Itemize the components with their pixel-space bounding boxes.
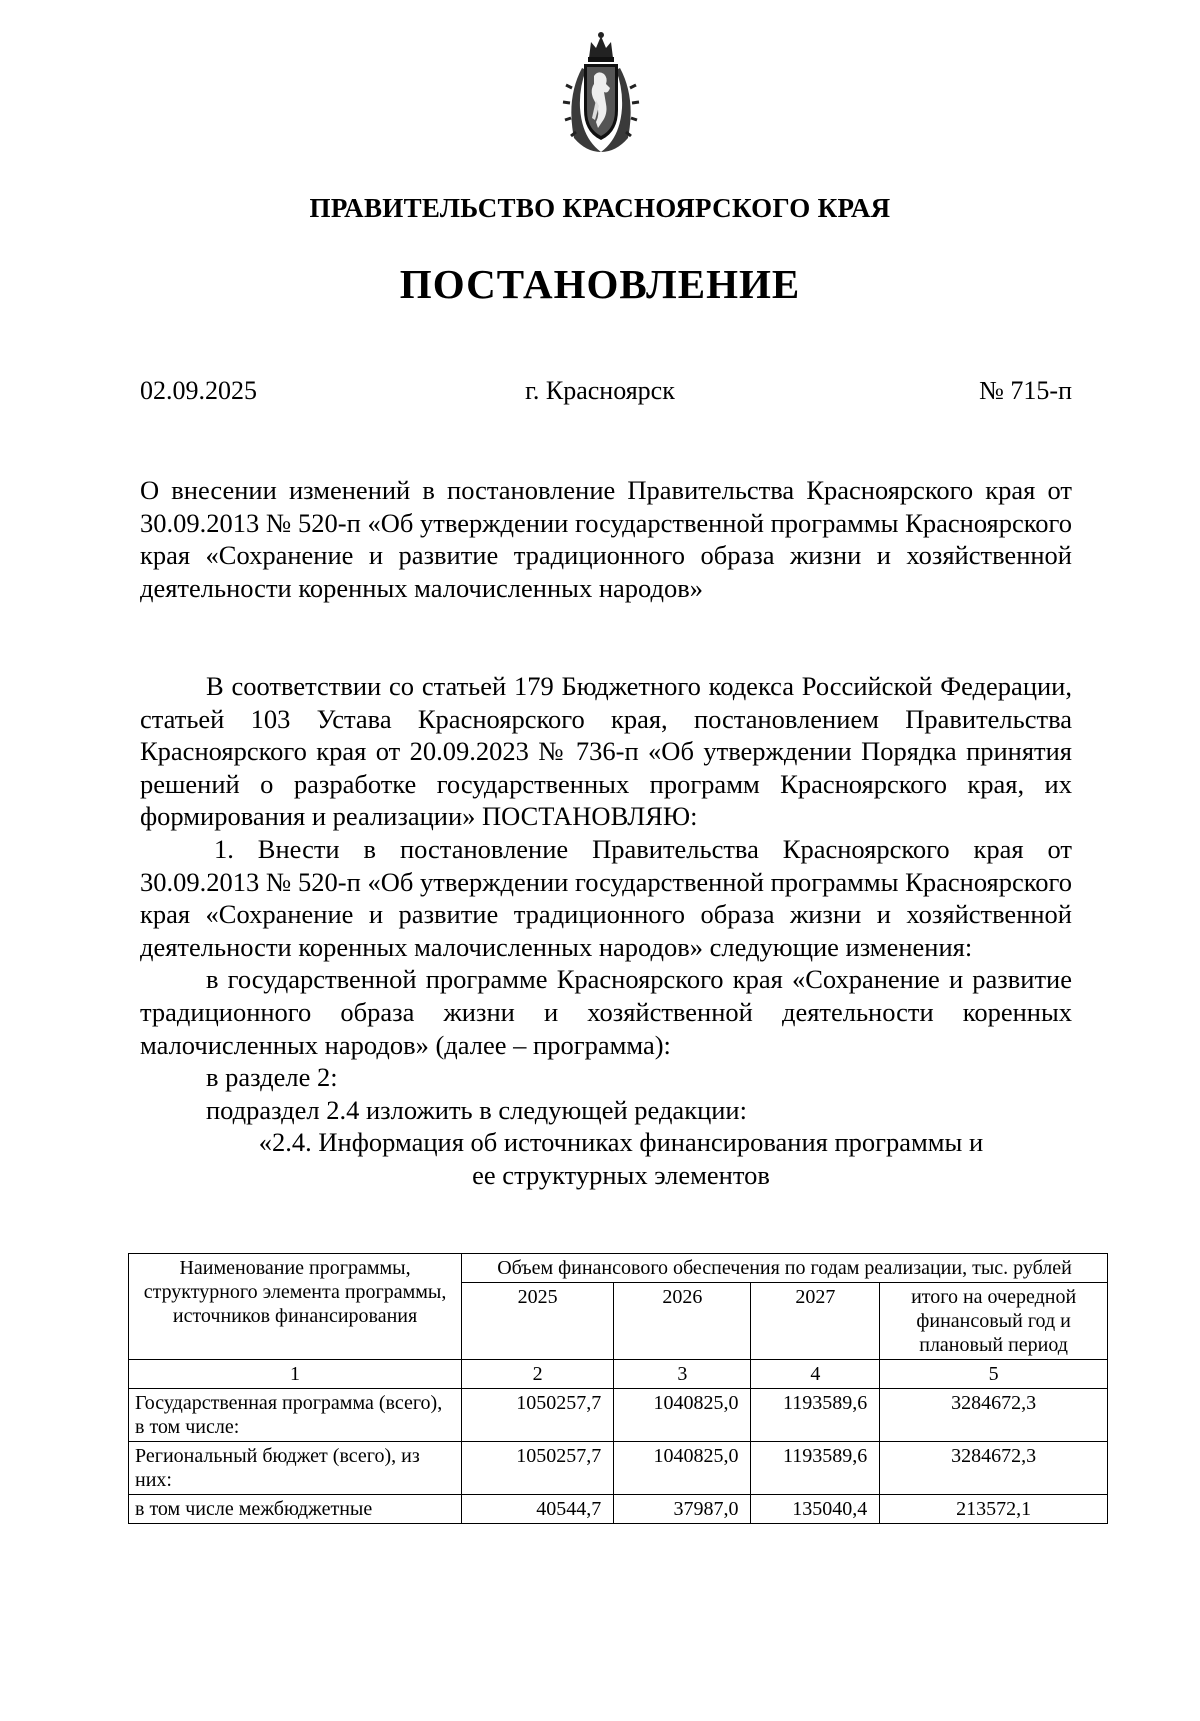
subsection-title-line-2: ее структурных элементов [472,1159,770,1190]
document-type-title: ПОСТАНОВЛЕНИЕ [399,261,801,307]
value-cell: 3284672,3 [880,1389,1108,1442]
document-city: г. Красноярск [525,376,675,405]
header-volume-cell: Объем финансового обеспечения по годам реализации, тыс. рублей [462,1254,1108,1283]
row-name-cell: в том числе межбюджетные [129,1495,462,1524]
header-name-cell: Наименование программы, структурного элемента программы, источников финансирования [129,1254,462,1360]
header-year-cell: 2026 [614,1283,751,1360]
column-number-cell: 1 [129,1360,462,1389]
paragraph-section-2: в разделе 2: [206,1062,338,1093]
value-cell: 40544,7 [462,1495,614,1524]
table-row [129,1389,1108,1442]
krasnoyarsk-coat-of-arms-emblem [562,28,640,156]
row-name-cell: Государственная программа (всего), в том числе: [129,1389,462,1442]
paragraph-item-1: 1. Внести в постановление Правительства Красноярского края от 30.09.2013 № 520-п «Об утверждении государственной программы Красноярского края «Сохранение и развитие традиционного образа жизни и хозяйственной деятельности коренных малочисленных народов» следующие изменения: [140,833,1072,962]
value-cell: 1050257,7 [462,1389,614,1442]
header-year-cell: 2027 [751,1283,880,1360]
value-cell: 213572,1 [880,1495,1108,1524]
column-number-cell: 3 [614,1360,751,1389]
column-number-cell: 4 [751,1360,880,1389]
value-cell: 1040825,0 [614,1389,751,1442]
header-total-cell: итого на очередной финансовый год и плановый период [880,1283,1108,1360]
value-cell: 135040,4 [751,1495,880,1524]
subsection-title-line-1: «2.4. Информация об источниках финансирования программы и [258,1127,984,1158]
document-number: № 715-п [979,376,1072,405]
row-name-cell: Региональный бюджет (всего), из них: [129,1442,462,1495]
paragraph-program-changes: в государственной программе Красноярского края «Сохранение и развитие традиционного образа жизни и хозяйственной деятельности коренных малочисленных народов» (далее – программа): [140,964,1072,1060]
value-cell: 1050257,7 [462,1442,614,1495]
column-number-cell: 5 [880,1360,1108,1389]
value-cell: 1193589,6 [751,1389,880,1442]
header-year-cell: 2025 [462,1283,614,1360]
table-column-numbers-row [129,1360,1108,1389]
table-row [129,1442,1108,1495]
government-name: ПРАВИТЕЛЬСТВО КРАСНОЯРСКОГО КРАЯ [309,193,891,223]
value-cell: 3284672,3 [880,1442,1108,1495]
value-cell: 1193589,6 [751,1442,880,1495]
document-date: 02.09.2025 [140,376,257,405]
table-header-row [129,1254,1108,1283]
financing-table [128,1253,1108,1524]
value-cell: 37987,0 [614,1495,751,1524]
column-number-cell: 2 [462,1360,614,1389]
document-body [140,670,1072,1192]
value-cell: 1040825,0 [614,1442,751,1495]
paragraph-legal-basis: В соответствии со статьей 179 Бюджетного кодекса Российской Федерации, статьей 103 Устава Красноярского края, постановлением Правительства Красноярского края от 20.09.2023 № 736-п «Об утверждении Порядка принятия решений о разработке государственных программ Красноярского края, их формирования и реализации» ПОСТАНОВЛЯЮ: [140,671,1072,832]
table-row [129,1495,1108,1524]
paragraph-subsection: подраздел 2.4 изложить в следующей редакции: [206,1094,747,1125]
document-subject: О внесении изменений в постановление Правительства Красноярского края от 30.09.2013 № 520-п «Об утверждении государственной программы Красноярского края «Сохранение и развитие традиционного образа жизни и хозяйственной деятельности коренных малочисленных народов» [140,475,1072,603]
